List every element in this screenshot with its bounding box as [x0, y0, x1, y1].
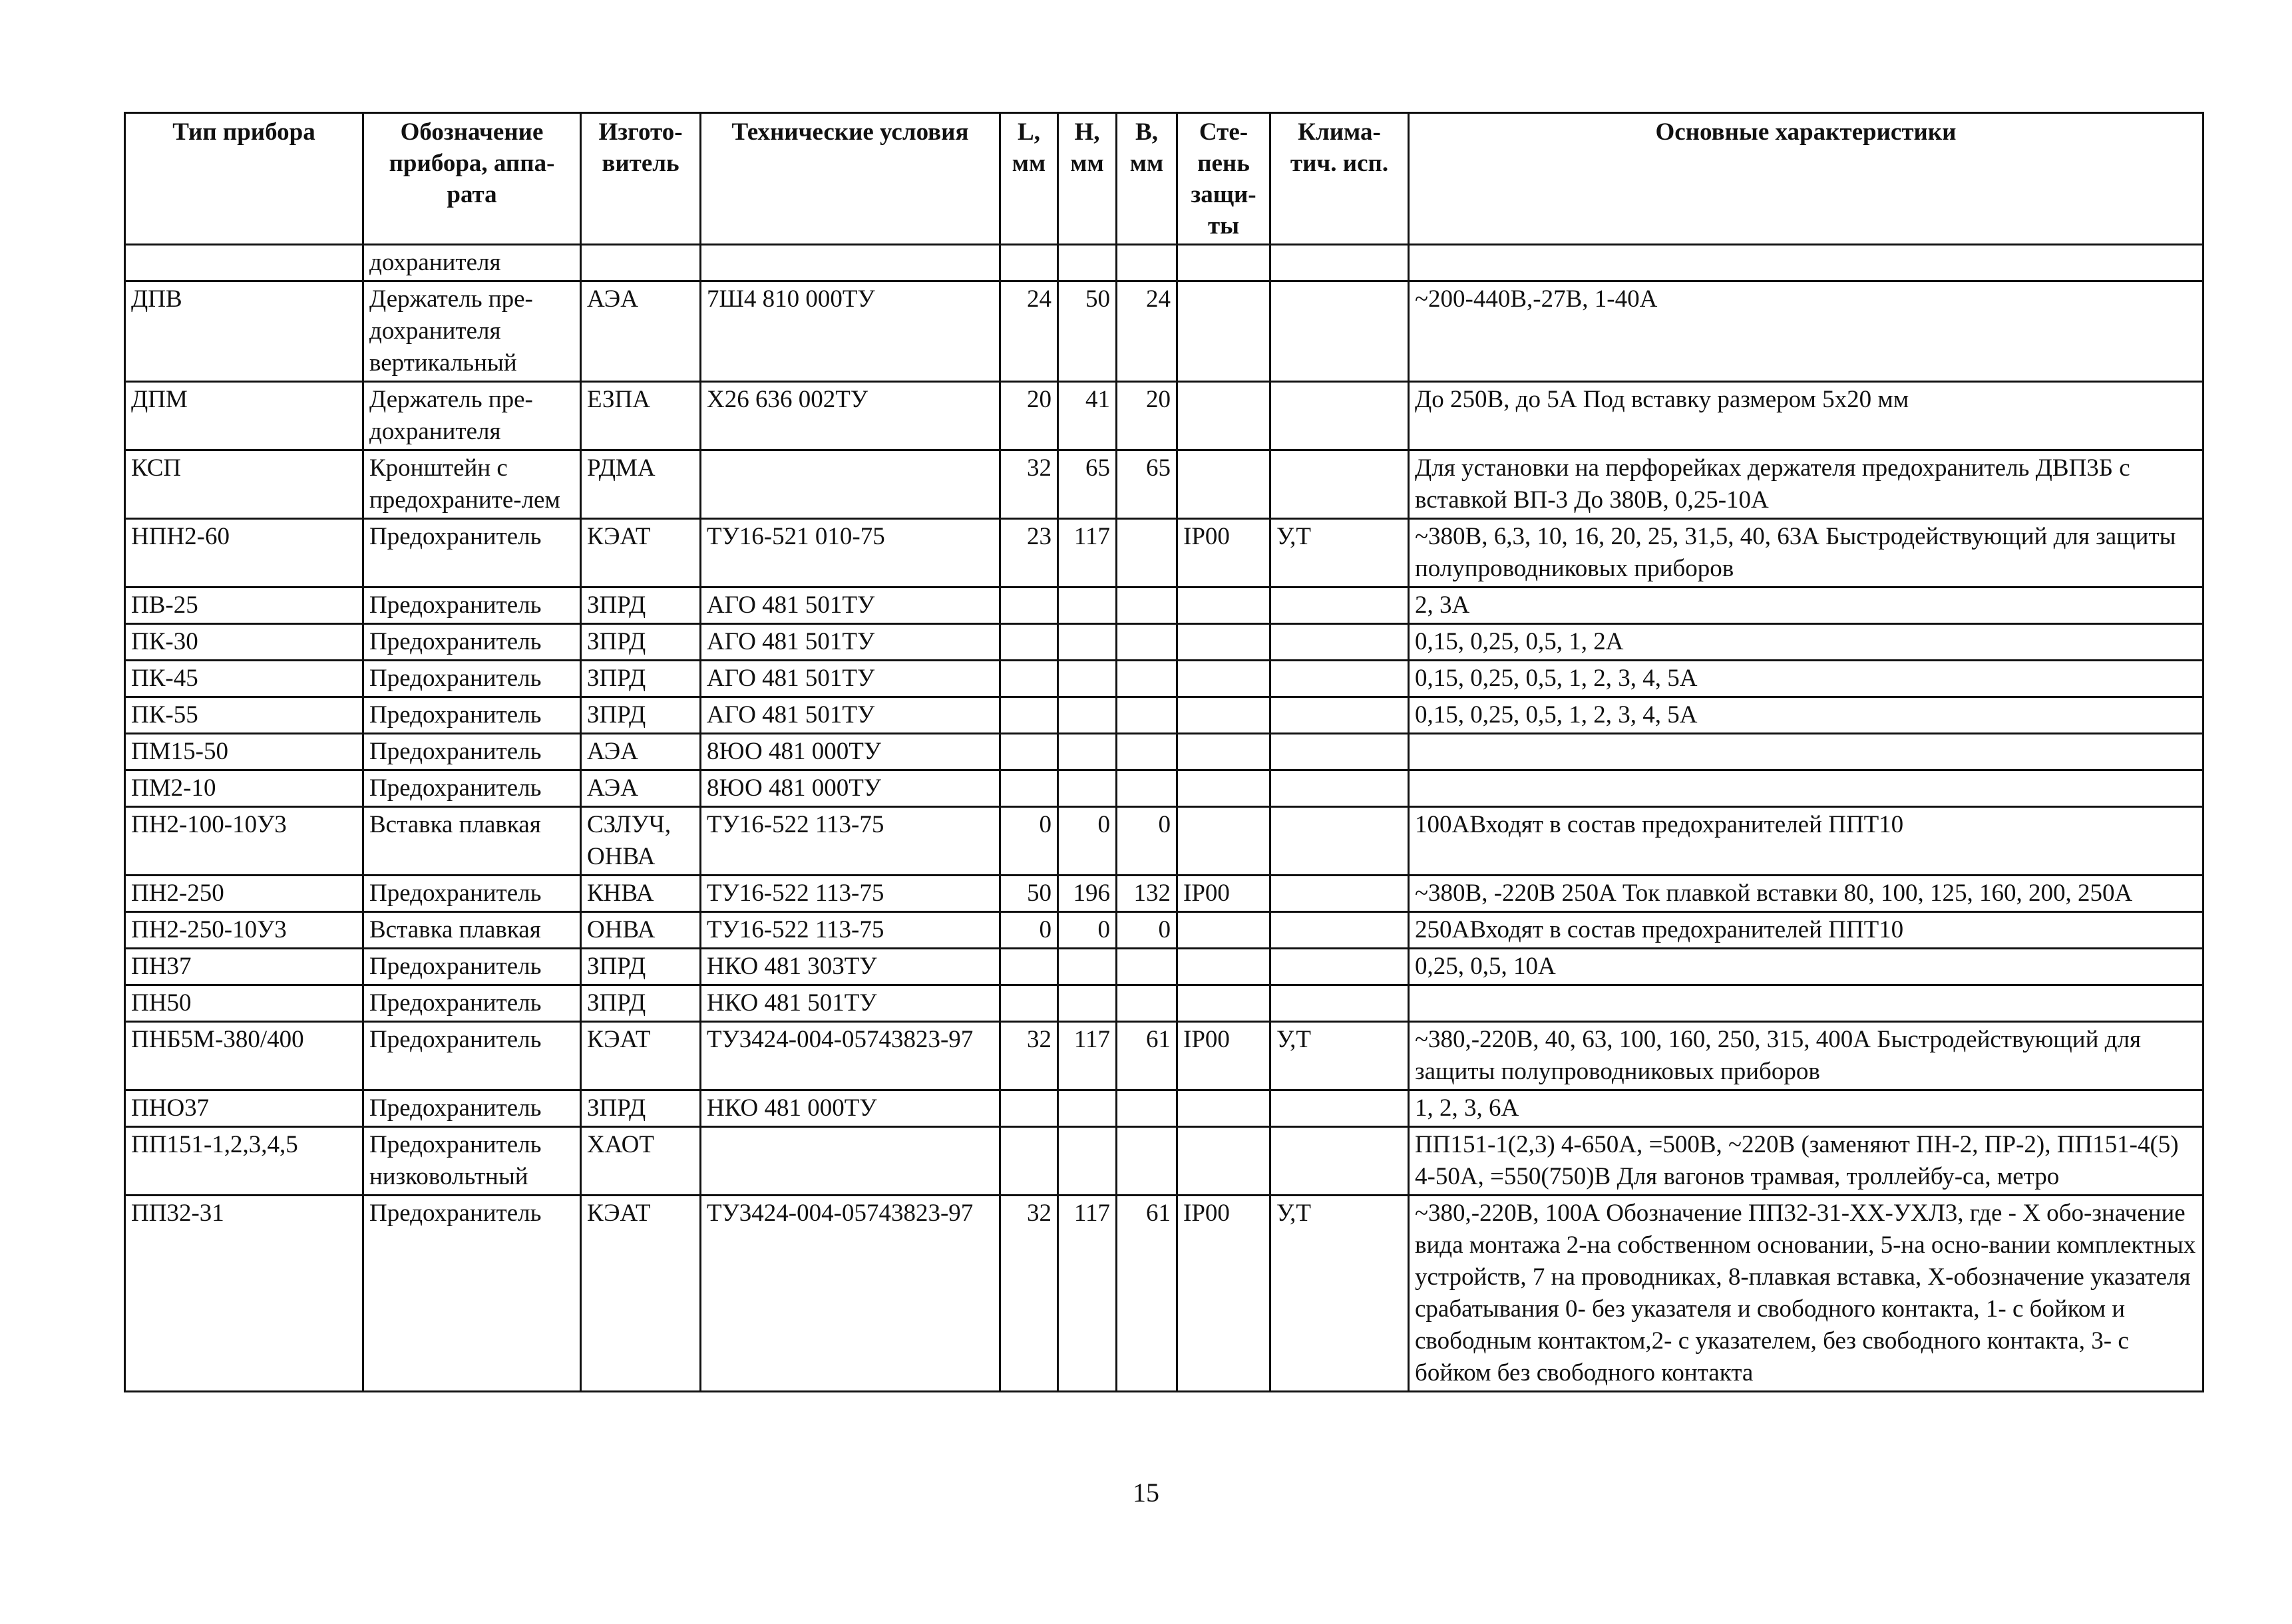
cell-col-climate — [1270, 912, 1409, 949]
cell-col-device-type: КСП — [125, 450, 363, 519]
cell-col-manufacturer: ЗПРД — [581, 949, 701, 985]
header-col-manufacturer: Изгото-витель — [581, 113, 701, 245]
cell-col-characteristics — [1409, 245, 2203, 281]
cell-col-climate — [1270, 770, 1409, 807]
cell-col-climate: У,Т — [1270, 1022, 1409, 1090]
cell-col-designation: Предохранитель — [363, 1196, 581, 1392]
cell-col-width — [1117, 734, 1177, 770]
cell-col-manufacturer: РДМА — [581, 450, 701, 519]
cell-col-characteristics: 0,25, 0,5, 10А — [1409, 949, 2203, 985]
cell-col-height — [1058, 245, 1117, 281]
cell-col-characteristics — [1409, 734, 2203, 770]
cell-col-designation: Предохранитель — [363, 734, 581, 770]
cell-col-height — [1058, 661, 1117, 697]
table-row — [125, 587, 2203, 624]
cell-col-height — [1058, 985, 1117, 1022]
cell-col-device-type: ПН50 — [125, 985, 363, 1022]
cell-col-height: 196 — [1058, 876, 1117, 912]
cell-col-characteristics: 100АВходят в состав предохранителей ППТ10 — [1409, 807, 2203, 876]
cell-col-characteristics: 1, 2, 3, 6А — [1409, 1090, 2203, 1127]
cell-col-protection — [1177, 807, 1270, 876]
cell-col-manufacturer — [581, 245, 701, 281]
cell-col-protection — [1177, 661, 1270, 697]
table-row — [125, 912, 2203, 949]
cell-col-climate — [1270, 876, 1409, 912]
cell-col-protection: IP00 — [1177, 519, 1270, 587]
cell-col-designation: Предохранитель — [363, 770, 581, 807]
cell-col-height: 41 — [1058, 382, 1117, 450]
table-row — [125, 519, 2203, 587]
cell-col-height — [1058, 949, 1117, 985]
table-row — [125, 807, 2203, 876]
cell-col-designation: Держатель пре-дохранителя вертикальный — [363, 281, 581, 382]
header-col-device-type: Тип прибора — [125, 113, 363, 245]
cell-col-length — [1000, 624, 1058, 661]
cell-col-protection — [1177, 245, 1270, 281]
cell-col-width: 61 — [1117, 1196, 1177, 1392]
cell-col-designation: Держатель пре-дохранителя — [363, 382, 581, 450]
table-row — [125, 450, 2203, 519]
cell-col-length: 32 — [1000, 1022, 1058, 1090]
cell-col-device-type: ПК-30 — [125, 624, 363, 661]
table-row — [125, 1127, 2203, 1196]
cell-col-protection: IP00 — [1177, 876, 1270, 912]
cell-col-device-type: ПП151-1,2,3,4,5 — [125, 1127, 363, 1196]
cell-col-length — [1000, 734, 1058, 770]
cell-col-width: 65 — [1117, 450, 1177, 519]
cell-col-length — [1000, 949, 1058, 985]
page-number: 15 — [1133, 1478, 1159, 1508]
cell-col-climate — [1270, 245, 1409, 281]
cell-col-manufacturer: АЭА — [581, 281, 701, 382]
cell-col-length — [1000, 661, 1058, 697]
cell-col-device-type: ДПМ — [125, 382, 363, 450]
cell-col-device-type: ПМ2-10 — [125, 770, 363, 807]
cell-col-device-type: ПВ-25 — [125, 587, 363, 624]
table-row — [125, 949, 2203, 985]
cell-col-designation: дохранителя — [363, 245, 581, 281]
cell-col-width — [1117, 697, 1177, 734]
cell-col-length: 0 — [1000, 807, 1058, 876]
cell-col-climate — [1270, 949, 1409, 985]
cell-col-width: 24 — [1117, 281, 1177, 382]
cell-col-designation: Предохранитель — [363, 1022, 581, 1090]
cell-col-manufacturer: АЭА — [581, 770, 701, 807]
cell-col-protection — [1177, 912, 1270, 949]
cell-col-characteristics: ~200-440В,-27В, 1-40А — [1409, 281, 2203, 382]
cell-col-manufacturer: ЗПРД — [581, 587, 701, 624]
cell-col-device-type: ПНБ5М-380/400 — [125, 1022, 363, 1090]
table-row — [125, 1196, 2203, 1392]
cell-col-tech-conditions — [701, 1127, 1000, 1196]
cell-col-manufacturer: ЗПРД — [581, 697, 701, 734]
cell-col-climate — [1270, 587, 1409, 624]
cell-col-device-type: ПК-55 — [125, 697, 363, 734]
cell-col-width — [1117, 519, 1177, 587]
cell-col-device-type: ПНО37 — [125, 1090, 363, 1127]
cell-col-protection — [1177, 770, 1270, 807]
cell-col-characteristics: До 250В, до 5А Под вставку размером 5х20 мм — [1409, 382, 2203, 450]
cell-col-length — [1000, 245, 1058, 281]
cell-col-characteristics: ~380В, -220В 250А Ток плавкой вставки 80, 100, 125, 160, 200, 250А — [1409, 876, 2203, 912]
cell-col-designation: Предохранитель — [363, 587, 581, 624]
cell-col-length — [1000, 770, 1058, 807]
table-row — [125, 985, 2203, 1022]
cell-col-height — [1058, 770, 1117, 807]
cell-col-protection — [1177, 587, 1270, 624]
cell-col-protection — [1177, 1127, 1270, 1196]
cell-col-characteristics: 2, 3А — [1409, 587, 2203, 624]
cell-col-tech-conditions: ТУ16-522 113-75 — [701, 807, 1000, 876]
cell-col-protection: IP00 — [1177, 1022, 1270, 1090]
cell-col-climate — [1270, 450, 1409, 519]
cell-col-device-type: ПН2-100-10У3 — [125, 807, 363, 876]
cell-col-protection — [1177, 697, 1270, 734]
cell-col-width: 61 — [1117, 1022, 1177, 1090]
cell-col-designation: Предохранитель — [363, 519, 581, 587]
cell-col-height: 117 — [1058, 519, 1117, 587]
cell-col-manufacturer: КЭАТ — [581, 1022, 701, 1090]
cell-col-tech-conditions: АГО 481 501ТУ — [701, 587, 1000, 624]
cell-col-tech-conditions: ТУ16-522 113-75 — [701, 876, 1000, 912]
cell-col-climate — [1270, 734, 1409, 770]
cell-col-width: 0 — [1117, 807, 1177, 876]
table-row — [125, 1090, 2203, 1127]
cell-col-characteristics: 250АВходят в состав предохранителей ППТ10 — [1409, 912, 2203, 949]
cell-col-width — [1117, 949, 1177, 985]
cell-col-protection: IP00 — [1177, 1196, 1270, 1392]
table-row — [125, 661, 2203, 697]
cell-col-characteristics: 0,15, 0,25, 0,5, 1, 2, 3, 4, 5А — [1409, 661, 2203, 697]
cell-col-protection — [1177, 949, 1270, 985]
cell-col-width — [1117, 1090, 1177, 1127]
cell-col-manufacturer: ОНВА — [581, 912, 701, 949]
cell-col-manufacturer: ЗПРД — [581, 985, 701, 1022]
cell-col-manufacturer: СЗЛУЧ, ОНВА — [581, 807, 701, 876]
table-header-row — [125, 113, 2203, 245]
table-row — [125, 382, 2203, 450]
cell-col-protection — [1177, 382, 1270, 450]
table-row — [125, 876, 2203, 912]
cell-col-climate — [1270, 807, 1409, 876]
cell-col-width — [1117, 624, 1177, 661]
cell-col-climate — [1270, 1090, 1409, 1127]
header-col-designation: Обозначение прибора, аппа-рата — [363, 113, 581, 245]
cell-col-tech-conditions: АГО 481 501ТУ — [701, 697, 1000, 734]
cell-col-device-type: ПМ15-50 — [125, 734, 363, 770]
cell-col-designation: Вставка плавкая — [363, 912, 581, 949]
cell-col-device-type: ПН37 — [125, 949, 363, 985]
cell-col-length: 23 — [1000, 519, 1058, 587]
cell-col-height: 117 — [1058, 1196, 1117, 1392]
cell-col-protection — [1177, 1090, 1270, 1127]
cell-col-height: 65 — [1058, 450, 1117, 519]
table-row — [125, 1022, 2203, 1090]
cell-col-height: 0 — [1058, 807, 1117, 876]
header-col-length: L, мм — [1000, 113, 1058, 245]
header-col-characteristics: Основные характеристики — [1409, 113, 2203, 245]
cell-col-height — [1058, 734, 1117, 770]
cell-col-protection — [1177, 734, 1270, 770]
cell-col-height: 50 — [1058, 281, 1117, 382]
cell-col-tech-conditions: ТУ3424-004-05743823-97 — [701, 1196, 1000, 1392]
cell-col-device-type: ПН2-250 — [125, 876, 363, 912]
cell-col-length — [1000, 985, 1058, 1022]
cell-col-height — [1058, 587, 1117, 624]
cell-col-characteristics: ~380,-220В, 40, 63, 100, 160, 250, 315, 400А Быстродействующий для защиты полупроводниковых приборов — [1409, 1022, 2203, 1090]
cell-col-designation: Вставка плавкая — [363, 807, 581, 876]
cell-col-length — [1000, 1127, 1058, 1196]
cell-col-climate — [1270, 661, 1409, 697]
cell-col-characteristics: Для установки на перфорейках держателя предохранитель ДВП3Б с вставкой ВП-3 До 380В, 0,25-10А — [1409, 450, 2203, 519]
cell-col-width — [1117, 587, 1177, 624]
cell-col-designation: Предохранитель — [363, 697, 581, 734]
table-row — [125, 734, 2203, 770]
table-row — [125, 281, 2203, 382]
cell-col-climate — [1270, 697, 1409, 734]
cell-col-characteristics: ~380,-220В, 100А Обозначение ПП32-31-ХХ-УХЛ3, где - Х обо-значение вида монтажа 2-на собственном основании, 5-на осно-вании комплектных устройств, 7 на проводниках, 8-плавкая вставка, Х-обозначение указателя срабатывания 0- без указателя и свободного контакта, 1- с бойком и свободным контактом,2- с указателем, без свободного контакта, 3- с бойком без свободного контакта — [1409, 1196, 2203, 1392]
cell-col-device-type: НПН2-60 — [125, 519, 363, 587]
cell-col-designation: Предохранитель — [363, 985, 581, 1022]
cell-col-length: 20 — [1000, 382, 1058, 450]
cell-col-width — [1117, 985, 1177, 1022]
cell-col-designation: Кронштейн с предохраните-лем — [363, 450, 581, 519]
cell-col-height — [1058, 624, 1117, 661]
cell-col-manufacturer: ЗПРД — [581, 1090, 701, 1127]
cell-col-width — [1117, 770, 1177, 807]
cell-col-characteristics: ~380В, 6,3, 10, 16, 20, 25, 31,5, 40, 63А Быстродействующий для защиты полупроводниковых приборов — [1409, 519, 2203, 587]
cell-col-tech-conditions: АГО 481 501ТУ — [701, 624, 1000, 661]
cell-col-climate — [1270, 1127, 1409, 1196]
cell-col-characteristics — [1409, 985, 2203, 1022]
cell-col-climate — [1270, 624, 1409, 661]
cell-col-width — [1117, 245, 1177, 281]
cell-col-tech-conditions: АГО 481 501ТУ — [701, 661, 1000, 697]
cell-col-tech-conditions: ТУ16-522 113-75 — [701, 912, 1000, 949]
header-col-tech-conditions: Технические условия — [701, 113, 1000, 245]
device-spec-table — [124, 112, 2204, 1392]
cell-col-manufacturer: КЭАТ — [581, 519, 701, 587]
cell-col-protection — [1177, 450, 1270, 519]
cell-col-manufacturer: КНВА — [581, 876, 701, 912]
cell-col-climate: У,Т — [1270, 1196, 1409, 1392]
cell-col-height — [1058, 1090, 1117, 1127]
cell-col-manufacturer: ЗПРД — [581, 661, 701, 697]
cell-col-device-type: ПП32-31 — [125, 1196, 363, 1392]
cell-col-height: 0 — [1058, 912, 1117, 949]
cell-col-characteristics — [1409, 770, 2203, 807]
cell-col-characteristics: 0,15, 0,25, 0,5, 1, 2, 3, 4, 5А — [1409, 697, 2203, 734]
cell-col-tech-conditions: ТУ3424-004-05743823-97 — [701, 1022, 1000, 1090]
cell-col-length: 50 — [1000, 876, 1058, 912]
cell-col-climate — [1270, 281, 1409, 382]
header-col-protection: Сте-пень защи-ты — [1177, 113, 1270, 245]
header-col-width: B, мм — [1117, 113, 1177, 245]
cell-col-width — [1117, 661, 1177, 697]
cell-col-device-type — [125, 245, 363, 281]
cell-col-characteristics: 0,15, 0,25, 0,5, 1, 2А — [1409, 624, 2203, 661]
cell-col-width: 0 — [1117, 912, 1177, 949]
cell-col-manufacturer: АЭА — [581, 734, 701, 770]
table-row — [125, 624, 2203, 661]
cell-col-manufacturer: ХАОТ — [581, 1127, 701, 1196]
cell-col-tech-conditions: НКО 481 000ТУ — [701, 1090, 1000, 1127]
table-row — [125, 245, 2203, 281]
cell-col-width — [1117, 1127, 1177, 1196]
cell-col-length — [1000, 1090, 1058, 1127]
table-body — [125, 245, 2203, 1392]
cell-col-tech-conditions: НКО 481 303ТУ — [701, 949, 1000, 985]
cell-col-height — [1058, 1127, 1117, 1196]
cell-col-width: 20 — [1117, 382, 1177, 450]
cell-col-tech-conditions — [701, 450, 1000, 519]
cell-col-tech-conditions: Х26 636 002ТУ — [701, 382, 1000, 450]
cell-col-width: 132 — [1117, 876, 1177, 912]
cell-col-device-type: ПК-45 — [125, 661, 363, 697]
cell-col-length: 32 — [1000, 450, 1058, 519]
cell-col-tech-conditions: 7Ш4 810 000ТУ — [701, 281, 1000, 382]
cell-col-climate — [1270, 382, 1409, 450]
header-col-height: H, мм — [1058, 113, 1117, 245]
cell-col-designation: Предохранитель низковольтный — [363, 1127, 581, 1196]
cell-col-manufacturer: КЭАТ — [581, 1196, 701, 1392]
header-col-climate: Клима-тич. исп. — [1270, 113, 1409, 245]
cell-col-tech-conditions: НКО 481 501ТУ — [701, 985, 1000, 1022]
cell-col-manufacturer: ЕЗПА — [581, 382, 701, 450]
cell-col-length — [1000, 587, 1058, 624]
cell-col-tech-conditions: 8ЮО 481 000ТУ — [701, 770, 1000, 807]
cell-col-length — [1000, 697, 1058, 734]
cell-col-climate: У,Т — [1270, 519, 1409, 587]
cell-col-characteristics: ПП151-1(2,3) 4-650А, =500В, ~220В (заменяют ПН-2, ПР-2), ПП151-4(5) 4-50А, =550(750)В Для вагонов трамвая, троллейбу-са, метро — [1409, 1127, 2203, 1196]
table-row — [125, 770, 2203, 807]
cell-col-protection — [1177, 985, 1270, 1022]
cell-col-height: 117 — [1058, 1022, 1117, 1090]
cell-col-tech-conditions — [701, 245, 1000, 281]
table-row — [125, 697, 2203, 734]
cell-col-length: 24 — [1000, 281, 1058, 382]
cell-col-device-type: ПН2-250-10У3 — [125, 912, 363, 949]
cell-col-length: 32 — [1000, 1196, 1058, 1392]
cell-col-tech-conditions: 8ЮО 481 000ТУ — [701, 734, 1000, 770]
cell-col-protection — [1177, 624, 1270, 661]
cell-col-climate — [1270, 985, 1409, 1022]
cell-col-tech-conditions: ТУ16-521 010-75 — [701, 519, 1000, 587]
cell-col-designation: Предохранитель — [363, 1090, 581, 1127]
cell-col-designation: Предохранитель — [363, 624, 581, 661]
cell-col-protection — [1177, 281, 1270, 382]
cell-col-manufacturer: ЗПРД — [581, 624, 701, 661]
cell-col-designation: Предохранитель — [363, 949, 581, 985]
cell-col-designation: Предохранитель — [363, 876, 581, 912]
cell-col-length: 0 — [1000, 912, 1058, 949]
cell-col-device-type: ДПВ — [125, 281, 363, 382]
cell-col-designation: Предохранитель — [363, 661, 581, 697]
cell-col-height — [1058, 697, 1117, 734]
